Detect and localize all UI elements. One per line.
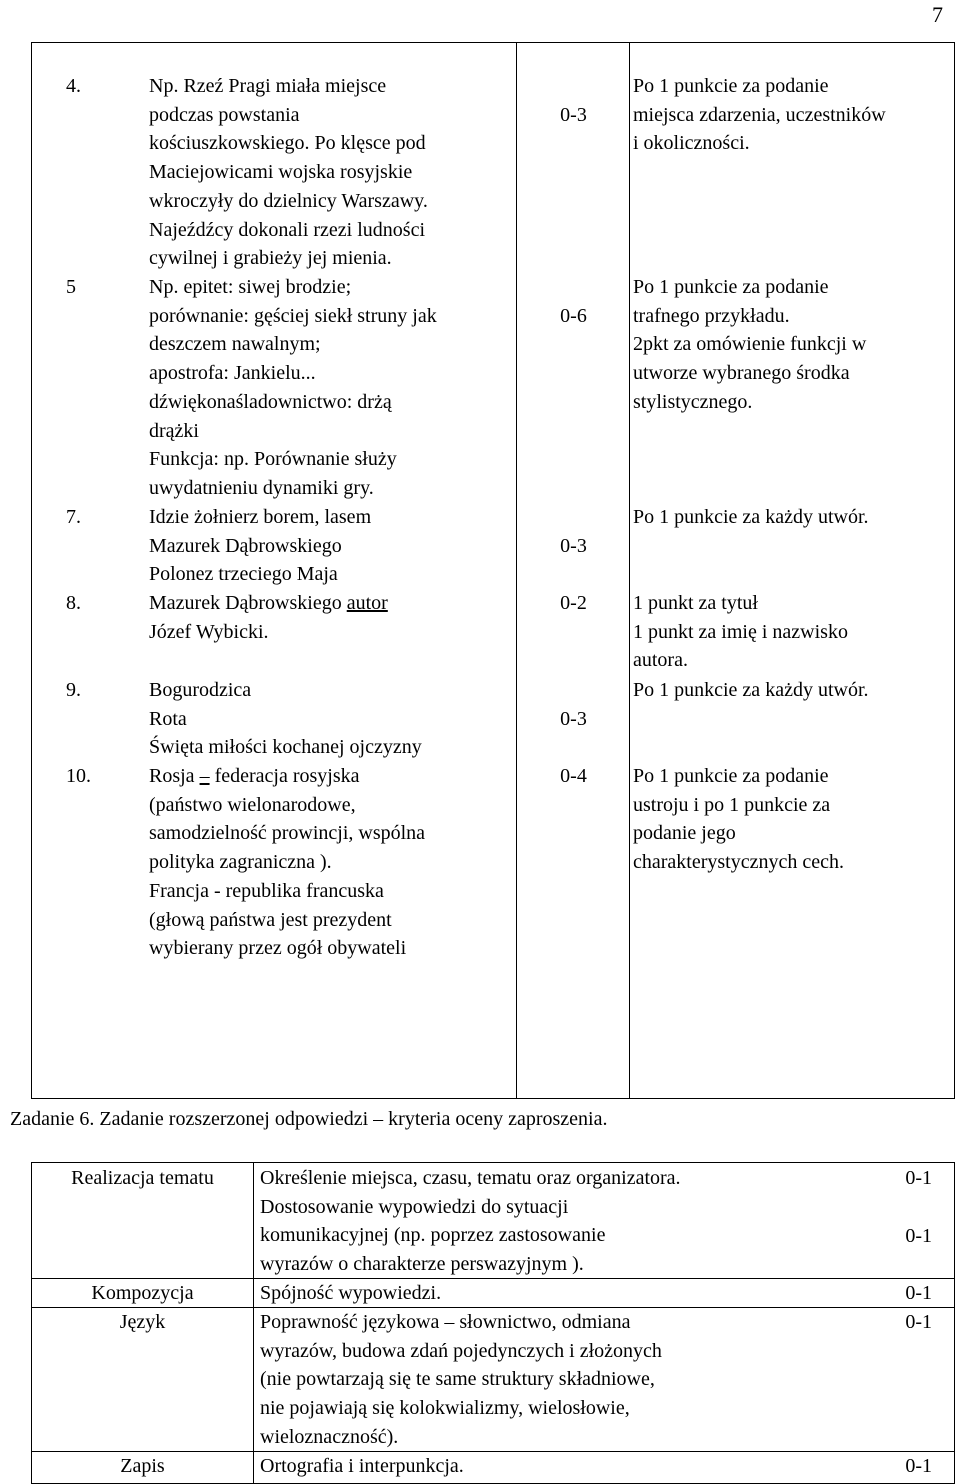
answer-text: Np. Rzeź Pragi miała miejsce podczas powstania kościuszkowskiego. Po klęsce pod Maciejowicami wojska rosyjskie wkroczyły do dzielnicy Warszawy. Najeźdźcy dokonali rzezi ludności cywilnej i grabieży jej mienia. — [149, 75, 428, 270]
task6-heading: Zadanie 6. Zadanie rozszerzonej odpowiedzi – kryteria oceny zaproszenia. — [10, 1108, 608, 1130]
points-range: 0-3 — [560, 535, 587, 557]
points-range: 0-3 — [560, 104, 587, 126]
criteria-category: Realizacja tematu — [71, 1167, 214, 1189]
criteria-table — [31, 1162, 955, 1484]
criteria-text: 1 punkt za tytuł 1 punkt za imię i nazwisko autora. — [633, 592, 848, 672]
criteria-description: Spójność wypowiedzi. — [260, 1282, 442, 1304]
criteria-text: Po 1 punkcie za każdy utwór. — [633, 506, 869, 528]
criteria-text: Po 1 punkcie za podanie ustroju i po 1 punkcie za podanie jego charakterystycznych cech. — [633, 765, 844, 874]
answer-text: Rosja – federacja rosyjska (państwo wielonarodowe, samodzielność prowincji, wspólna polityka zagraniczna ). Francja - republika francuska (głową państwa jest prezydent wybierany przez ogół obywateli — [149, 765, 426, 960]
answer-text: Mazurek Dąbrowskiego autor Józef Wybicki. — [149, 592, 388, 643]
question-number: 8. — [66, 592, 81, 614]
criteria-category: Zapis — [120, 1455, 165, 1477]
criteria-points: 0-1 — [905, 1282, 932, 1304]
question-number: 10. — [66, 765, 91, 787]
question-number: 9. — [66, 679, 81, 701]
criteria-category: Język — [119, 1311, 166, 1333]
points-range: 0-2 — [560, 592, 587, 614]
criteria-description: Określenie miejsca, czasu, tematu oraz organizatora. Dostosowanie wypowiedzi do sytuacji komunikacyjnej (np. poprzez zastosowanie wyrazów o charakterze perswazyjnym ). — [260, 1167, 681, 1276]
criteria-points: 0-1 — [905, 1167, 932, 1189]
page-number: 7 — [932, 2, 943, 27]
answer-text: Np. epitet: siwej brodzie; porównanie: gęściej siekł struny jak deszczem nawalnym; apostrofa: Jankielu... dźwiękonaśladownictwo: drżą drążki Funkcja: np. Porównanie służy uwydatnieniu dynamiki gry. — [149, 276, 437, 499]
answer-text: Idzie żołnierz borem, lasem Mazurek Dąbrowskiego Polonez trzeciego Maja — [149, 506, 372, 586]
column-divider — [629, 43, 630, 1098]
criteria-description: Ortografia i interpunkcja. — [260, 1455, 464, 1477]
criteria-points: 0-1 — [905, 1311, 932, 1333]
points-range: 0-6 — [560, 305, 587, 327]
criteria-category: Kompozycja — [91, 1282, 194, 1304]
criteria-text: Po 1 punkcie za każdy utwór. — [633, 679, 869, 701]
question-number: 4. — [66, 75, 81, 97]
criteria-points: 0-1 — [905, 1455, 932, 1477]
criteria-text: Po 1 punkcie za podanie miejsca zdarzenia, uczestników i okoliczności. — [633, 75, 886, 155]
column-divider — [253, 1163, 254, 1483]
answer-text: Bogurodzica Rota Święta miłości kochanej ojczyzny — [149, 679, 422, 759]
criteria-text: Po 1 punkcie za podanie trafnego przykładu. 2pkt za omówienie funkcji w utworze wybranego środka stylistycznego. — [633, 276, 867, 413]
criteria-points: 0-1 — [905, 1225, 932, 1247]
criteria-description: Poprawność językowa – słownictwo, odmiana wyrazów, budowa zdań pojedynczych i złożonych (nie powtarzają się te same struktury składniowe, nie pojawiają się kolokwializmy, wielosłowie, wieloznaczność). — [260, 1311, 662, 1448]
answers-table — [31, 42, 955, 1099]
question-number: 7. — [66, 506, 81, 528]
points-range: 0-3 — [560, 708, 587, 730]
question-number: 5 — [66, 276, 76, 298]
points-range: 0-4 — [560, 765, 587, 787]
column-divider — [516, 43, 517, 1098]
